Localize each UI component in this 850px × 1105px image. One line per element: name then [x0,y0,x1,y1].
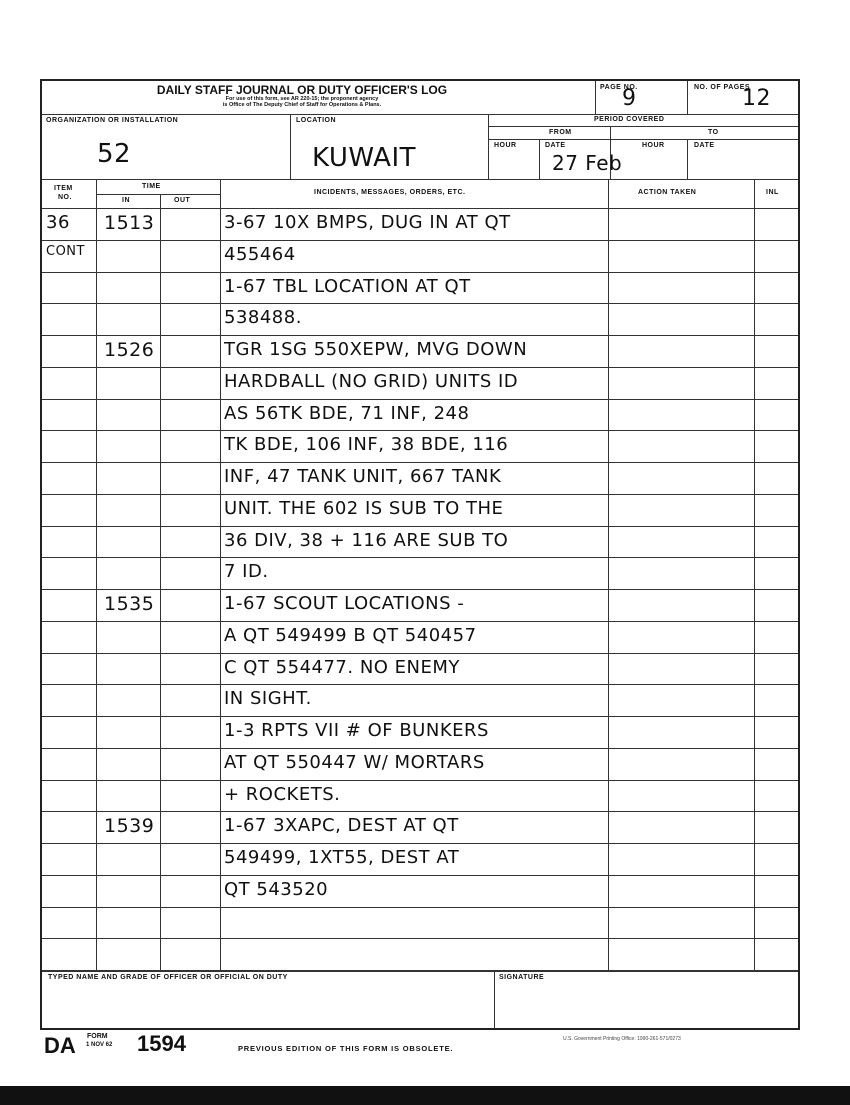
row-incident-text: 1-67 SCOUT LOCATIONS - [224,593,465,614]
row-incident-text: TGR 1SG 550XEPW, MVG DOWN [224,339,528,360]
row-time-in: 1526 [104,339,155,361]
row-incident-text: 1-67 TBL LOCATION AT QT [224,275,471,297]
row-incident-text: IN SIGHT. [224,688,312,710]
item-no-label: NO. [58,194,72,201]
row-incident-text: C QT 554477. NO ENEMY [224,656,460,678]
from-date-label: DATE [545,142,566,149]
row-incident-text: 7 ID. [224,561,269,583]
previous-edition-note: PREVIOUS EDITION OF THIS FORM IS OBSOLETE. [238,1044,454,1053]
row-incident-text: 3-67 10X BMPS, DUG IN AT QT [224,212,511,233]
incidents-label: INCIDENTS, MESSAGES, ORDERS, ETC. [314,189,466,196]
printing-office-note: U.S. Government Printing Office: 1990-261-571/0273 [563,1036,681,1042]
action-label: ACTION TAKEN [638,189,697,196]
org-value: 52 [97,139,132,169]
from-hour-label: HOUR [494,142,517,149]
time-in-label: IN [122,197,130,204]
form-subtitle-2: is Office of The Deputy Chief of Staff for Operations & Plans. [222,102,382,108]
from-date-value: 27 Feb [552,151,623,175]
to-date-label: DATE [694,142,715,149]
row-incident-text: TK BDE, 106 INF, 38 BDE, 116 [224,434,509,456]
row-incident-text: HARDBALL (NO GRID) UNITS ID [224,370,519,392]
row-incident-text: + ROCKETS. [224,783,341,805]
item-label: ITEM [54,185,73,192]
signature-label: SIGNATURE [499,974,545,981]
form-subtitle-1: For use of this form, see AR 220-15; the proponent agency [225,96,379,102]
org-label: ORGANIZATION OR INSTALLATION [46,117,179,124]
from-label: FROM [549,129,572,136]
row-incident-text: UNIT. THE 602 IS SUB TO THE [224,497,504,519]
form-title: DAILY STAFF JOURNAL OR DUTY OFFICER'S LOG [156,83,448,97]
scan-border-bottom [0,1086,850,1105]
row-incident-text: INF, 47 TANK UNIT, 667 TANK [224,466,502,487]
row-incident-text: 538488. [224,307,302,329]
time-label: TIME [142,183,161,190]
row-time-in: 1535 [104,593,155,615]
page-no-label: PAGE NO. [600,84,638,91]
period-label: PERIOD COVERED [594,116,665,123]
row-incident-text: 1-3 RPTS VII # OF BUNKERS [224,720,489,741]
no-pages-label: NO. OF PAGES [694,84,751,91]
location-label: LOCATION [296,117,337,124]
form-number: 1594 [137,1031,186,1056]
row-time-in: 1513 [104,212,155,234]
to-hour-label: HOUR [642,142,665,149]
row-incident-text: AT QT 550447 W/ MORTARS [224,751,485,773]
time-out-label: OUT [174,197,191,204]
page-no-value: 9 [622,86,637,111]
row-item-no: CONT [46,243,85,259]
row-incident-text: QT 543520 [224,878,329,900]
no-pages-value: 12 [742,86,771,111]
row-item-no: 36 [46,212,70,233]
form-word: FORM [87,1033,108,1040]
to-label: TO [708,129,719,136]
row-incident-text: 36 DIV, 38 + 116 ARE SUB TO [224,529,509,551]
row-incident-text: A QT 549499 B QT 540457 [224,624,477,646]
row-time-in: 1539 [104,815,155,838]
inl-label: INL [766,189,779,196]
location-value: KUWAIT [312,143,417,173]
row-incident-text: AS 56TK BDE, 71 INF, 248 [224,402,470,424]
row-incident-text: 1-67 3XAPC, DEST AT QT [224,815,459,837]
form-date: 1 NOV 62 [86,1042,113,1048]
row-incident-text: 549499, 1XT55, DEST AT [224,847,460,868]
form-da-label: DA [44,1033,76,1058]
row-incident-text: 455464 [224,243,296,265]
typed-name-label: TYPED NAME AND GRADE OF OFFICER OR OFFICIAL ON DUTY [48,974,288,981]
staff-journal-form [40,79,800,1030]
